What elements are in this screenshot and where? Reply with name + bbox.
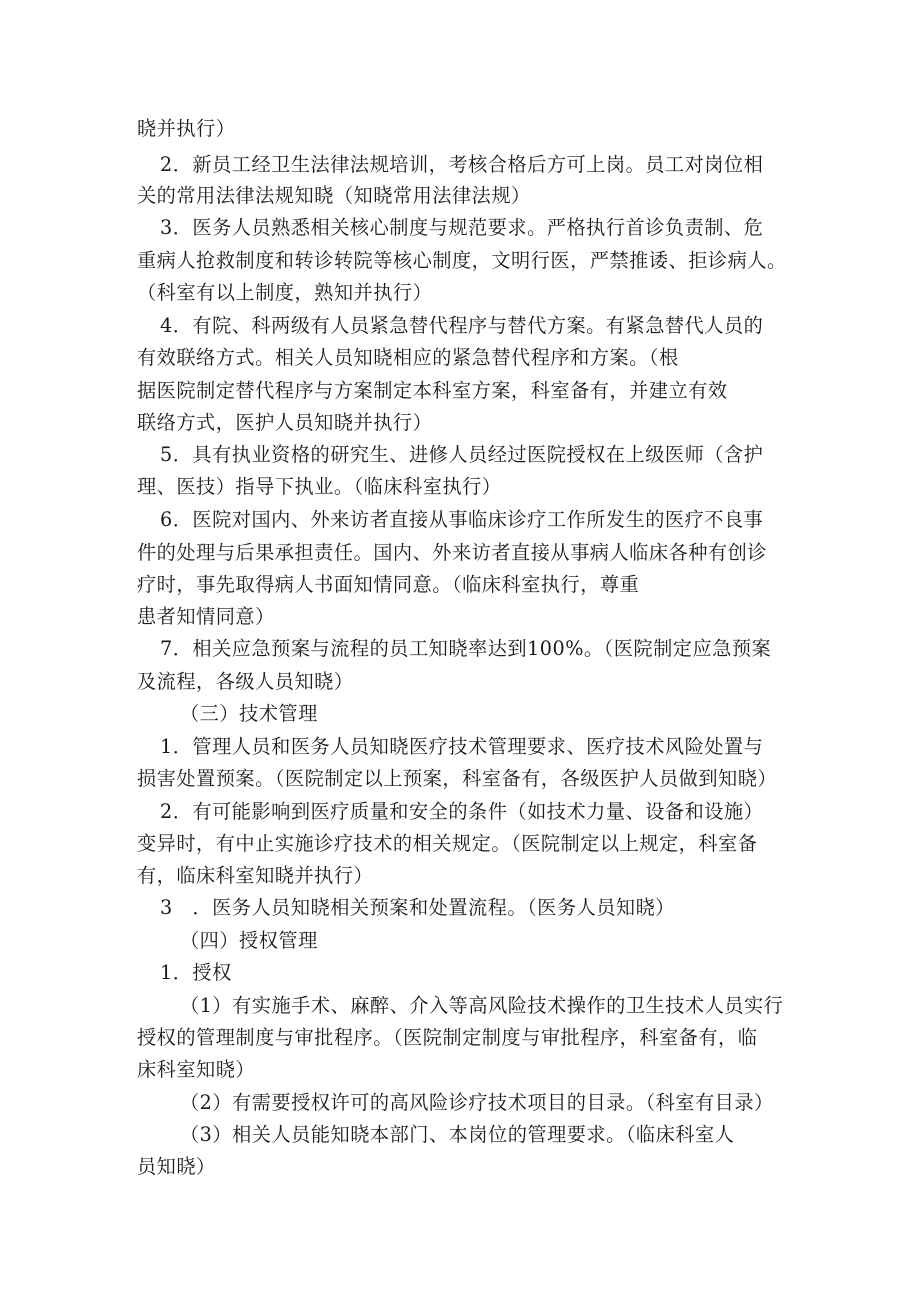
text-line: 员知晓） (137, 1155, 216, 1178)
text-line: 件的处理与后果承担责任。国内、外来访者直接从事病人临床各种有创诊 (137, 541, 767, 564)
text-line: 2．有可能影响到医疗质量和安全的条件（如技术力量、设备和设施） (160, 800, 764, 823)
text-line: 1．授权 (160, 961, 232, 984)
text-line: 3 ．医务人员知晓相关预案和处置流程。（医务人员知晓） (160, 896, 675, 919)
text-line: （3）相关人员能知晓本部门、本岗位的管理要求。（临床科室人 (180, 1123, 735, 1146)
text-line: 6．医院对国内、外来访者直接从事临床诊疗工作所发生的医疗不良事 (160, 508, 764, 531)
text-line: 3．医务人员熟悉相关核心制度与规范要求。严格执行首诊负责制、危 (160, 216, 764, 239)
text-line: 授权的管理制度与审批程序。（医院制定制度与审批程序，科室备有，临 (137, 1026, 758, 1049)
text-line: （2）有需要授权许可的高风险诊疗技术项目的目录。（科室有目录） (180, 1091, 774, 1114)
text-line: 理、医技）指导下执业。（临床科室执行） (137, 475, 502, 498)
text-line: 关的常用法律法规知晓（知晓常用法律法规） (137, 184, 531, 207)
text-line: 及流程，各级人员知晓） (137, 670, 354, 693)
text-line: 患者知情同意） (137, 605, 275, 628)
text-line: 重病人抢救制度和转诊转院等核心制度，文明行医，严禁推诿、拒诊病人。 (137, 249, 787, 272)
text-line: 床科室知晓） (137, 1058, 256, 1081)
text-line: 晓并执行） (137, 117, 236, 140)
section-heading: （三）技术管理 (180, 702, 318, 725)
text-line: 1．管理人员和医务人员知晓医疗技术管理要求、医疗技术风险处置与 (160, 735, 764, 758)
text-line: 4．有院、科两级有人员紧急替代程序与替代方案。有紧急替代人员的 (160, 314, 764, 337)
text-line: （科室有以上制度，熟知并执行） (137, 281, 433, 304)
text-line: 5．具有执业资格的研究生、进修人员经过医院授权在上级医师（含护 (160, 443, 764, 466)
text-line: 疗时，事先取得病人书面知情同意。（临床科室执行，尊重 (137, 573, 640, 596)
text-line: 7．相关应急预案与流程的员工知晓率达到100%。（医院制定应急预案 (160, 637, 772, 660)
text-line: （1）有实施手术、麻醉、介入等高风险技术操作的卫生技术人员实行 (180, 994, 784, 1017)
text-line: 变异时，有中止实施诊疗技术的相关规定。（医院制定以上规定，科室备 (137, 832, 758, 855)
text-line: 损害处置预案。（医院制定以上预案，科室备有，各级医护人员做到知晓） (137, 767, 778, 790)
text-line: 联络方式，医护人员知晓并执行） (137, 411, 433, 434)
text-line: 有，临床科室知晓并执行） (137, 864, 374, 887)
text-line: 据医院制定替代程序与方案制定本科室方案，科室备有，并建立有效 (137, 379, 728, 402)
section-heading: （四）授权管理 (180, 929, 318, 952)
text-line: 有效联络方式。相关人员知晓相应的紧急替代程序和方案。（根 (137, 346, 679, 369)
text-line: 2．新员工经卫生法律法规培训，考核合格后方可上岗。员工对岗位相 (160, 153, 764, 176)
